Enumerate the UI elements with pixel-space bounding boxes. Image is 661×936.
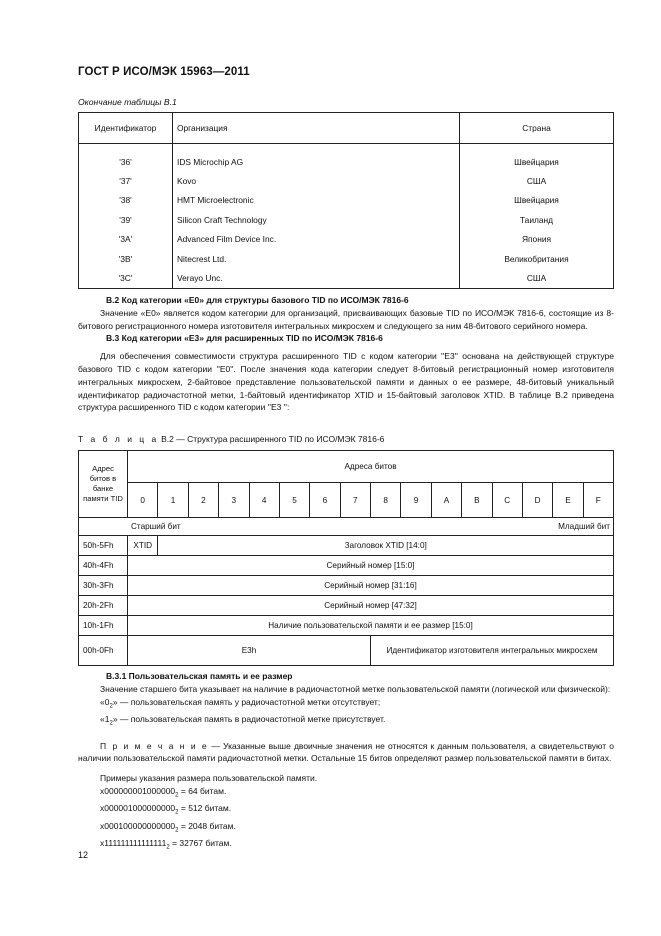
cell-org: Advanced Film Device Inc.: [173, 230, 460, 249]
example-value: = 64 битам.: [178, 785, 227, 796]
bit-number: C: [492, 483, 522, 518]
example-value: = 512 битам.: [178, 803, 232, 814]
table-row: [79, 144, 614, 172]
cell-country: Великобритания: [460, 249, 614, 268]
address-title: Адреса битов: [128, 451, 614, 483]
example-line: [78, 820, 614, 837]
msb-label: Старший бит: [131, 522, 181, 531]
value-prefix: «1: [100, 714, 110, 725]
page-number: 12: [78, 850, 89, 860]
bit-number: 9: [401, 483, 431, 518]
bit-number: 4: [249, 483, 279, 518]
section-b2: [78, 294, 614, 414]
table-row: [79, 576, 614, 596]
row-address: 00h-0Fh: [79, 636, 128, 666]
table-row: [79, 616, 614, 636]
serial-cell: Серийный номер [15:0]: [128, 556, 614, 576]
example-line: [78, 802, 614, 819]
row-address: 20h-2Fh: [79, 596, 128, 616]
section-b2-text: Значение «Е0» является кодом категории для организаций, присваивающих базовые TID по ИСО/МЭК 7816-6, состоящие из 8-битового регистрационного номера изготовителя интегральных микросхем и следующего за ним 48-битового серийного номера.: [78, 307, 614, 331]
cell-org: Kovo: [173, 171, 460, 190]
example-value: = 2048 битам.: [178, 820, 236, 831]
row-address: 50h-5Fh: [79, 536, 128, 556]
example-line: [78, 837, 614, 854]
value-line-0: [78, 696, 614, 713]
table-row: [79, 191, 614, 210]
document-header: ГОСТ Р ИСО/МЭК 15963—2011: [78, 66, 250, 78]
bit-number: F: [583, 483, 613, 518]
section-b2-heading: В.2 Код категории «Е0» для структуры базового TID по ИСО/МЭК 7816-6: [106, 295, 409, 305]
cell-country: Таиланд: [460, 210, 614, 229]
class-id-cell: E3h: [128, 636, 371, 666]
note-text: — Указанные выше двоичные значения не относятся к данным пользователя, а свидетельствуют о наличии пользовательской памяти радиочастотной метки. Остальные 15 битов определяют размер пользовательской памяти в битах.: [78, 740, 614, 764]
example-code: x111111111111111: [100, 838, 167, 849]
table-row: [79, 536, 614, 556]
cell-country: Швейцария: [460, 191, 614, 210]
bit-number: D: [522, 483, 552, 518]
subscript: 2: [175, 810, 179, 817]
value-desc: » — пользовательская память у радиочастотной метки отсутствует;: [112, 696, 381, 707]
bit-number: 0: [128, 483, 158, 518]
bit-number: 5: [279, 483, 309, 518]
cell-country: Япония: [460, 230, 614, 249]
xtid-cell: XTID: [128, 536, 158, 556]
subscript: 2: [109, 720, 113, 727]
cell-id: '3C': [79, 268, 173, 288]
serial-cell: Серийный номер [47:32]: [128, 596, 614, 616]
note: [78, 740, 614, 766]
value-desc: » — пользовательская память в радиочастотной метке присутствует.: [112, 714, 386, 725]
col-header-country: Страна: [460, 113, 614, 144]
value-prefix: «0: [100, 696, 110, 707]
table-row: [79, 636, 614, 666]
table-row: [79, 268, 614, 288]
section-b31-text: Значение старшего бита указывает на наличие в радиочастотной метке пользовательской памяти (логической или физической):: [100, 683, 611, 694]
row-header-label: Адрес битов в банке памяти TID: [79, 451, 128, 518]
bit-order-row: [79, 518, 614, 536]
cell-country: США: [460, 268, 614, 288]
cell-org: IDS Microchip AG: [173, 144, 460, 172]
mask-designer-cell: Идентификатор изготовителя интегральных микросхем: [371, 636, 614, 666]
xtid-header-cell: Заголовок XTID [14:0]: [158, 536, 614, 556]
cell-id: '3A': [79, 230, 173, 249]
section-b31: [78, 670, 614, 855]
cell-org: HMT Microelectronic: [173, 191, 460, 210]
examples-title: Примеры указания размера пользовательской памяти.: [100, 773, 318, 784]
table-row: [79, 210, 614, 229]
example-code: x000000001000000: [100, 785, 176, 796]
example-value: = 32767 битам.: [169, 838, 232, 849]
bit-number: E: [553, 483, 583, 518]
table-row: [79, 249, 614, 268]
table2-caption-prefix: Т а б л и ц а: [78, 434, 159, 444]
example-code: x000100000000000: [100, 820, 176, 831]
cell-country: США: [460, 171, 614, 190]
cell-id: '37': [79, 171, 173, 190]
lsb-label: Младший бит: [558, 522, 610, 531]
table-row: [79, 596, 614, 616]
col-header-org: Организация: [173, 113, 460, 144]
manufacturer-table: [78, 112, 614, 289]
cell-id: '3B': [79, 249, 173, 268]
row-address: 10h-1Fh: [79, 616, 128, 636]
cell-org: Verayo Unc.: [173, 268, 460, 288]
serial-cell: Серийный номер [31:16]: [128, 576, 614, 596]
bit-number: 2: [188, 483, 218, 518]
cell-org: Nitecrest Ltd.: [173, 249, 460, 268]
bit-number: B: [462, 483, 492, 518]
user-memory-cell: Наличие пользовательской памяти и ее размер [15:0]: [128, 616, 614, 636]
cell-id: '36': [79, 144, 173, 172]
cell-country: Швейцария: [460, 144, 614, 172]
table-row: [79, 556, 614, 576]
bit-number: 1: [158, 483, 188, 518]
example-code: x000001000000000: [100, 803, 176, 814]
section-b3-heading: В.3 Код категории «Е3» для расширенных TID по ИСО/МЭК 7816-6: [106, 333, 383, 344]
subscript: 2: [166, 845, 170, 852]
table-row: [79, 230, 614, 249]
cell-id: '39': [79, 210, 173, 229]
col-header-id: Идентификатор: [79, 113, 173, 144]
table2-caption-text: В.2 — Структура расширенного TID по ИСО/МЭК 7816-6: [161, 434, 385, 444]
bit-number: A: [431, 483, 461, 518]
value-line-1: [78, 713, 614, 730]
subscript: 2: [109, 703, 113, 710]
section-b31-heading: В.3.1 Пользовательская память и ее размер: [106, 671, 293, 681]
bit-number: 3: [219, 483, 249, 518]
bit-number: 7: [340, 483, 370, 518]
table-row: [79, 171, 614, 190]
section-b3-text: Для обеспечения совместимости структура расширенного TID с кодом категории ''E3'' основана на действующей структуре базового TID с кодом категории ''E0''. После значения кода категории следует 8-битовый регистрационный номер изготовителя интегральных микросхем, 2-байтовое представление пользовательской памяти и данных о ее размере, 48-битовый уникальный идентификатор радиочастотной метки, 1-байтовый идентификатор XTID и 15-байтовый заголовок XTID. В таблице В.2 приведена структура расширенного TID с кодом категории ''E3 '':: [78, 351, 614, 413]
example-line: [78, 785, 614, 802]
tid-structure-table: [78, 450, 614, 666]
cell-id: '38': [79, 191, 173, 210]
bit-number: 6: [310, 483, 340, 518]
bit-number: 8: [371, 483, 401, 518]
table2-caption: [78, 434, 384, 444]
cell-org: Silicon Craft Technology: [173, 210, 460, 229]
table1-caption: Окончание таблицы В.1: [78, 97, 177, 107]
subscript: 2: [175, 792, 179, 799]
note-prefix: П р и м е ч а н и е: [100, 740, 209, 751]
subscript: 2: [175, 827, 179, 834]
row-address: 30h-3Fh: [79, 576, 128, 596]
row-address: 40h-4Fh: [79, 556, 128, 576]
